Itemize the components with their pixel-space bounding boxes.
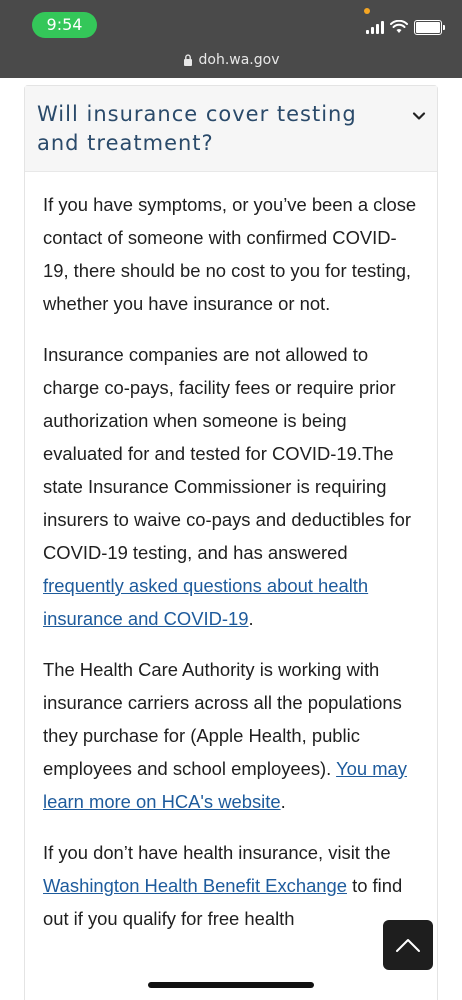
paragraph-text: If you don’t have health insurance, visit the <box>43 842 391 863</box>
accordion-body <box>25 172 437 935</box>
privacy-indicator-dot <box>364 8 370 14</box>
chevron-down-icon[interactable] <box>411 108 427 124</box>
address-bar[interactable] <box>0 48 462 72</box>
battery-icon <box>414 20 442 35</box>
faq-accordion-item <box>24 85 438 1000</box>
browser-chrome <box>0 0 462 78</box>
hca-website-link[interactable]: You may learn more on HCA's website <box>43 758 407 812</box>
chevron-up-icon <box>394 936 422 954</box>
paragraph-health-care-authority <box>43 653 419 818</box>
paragraph-end: . <box>280 791 286 812</box>
paragraph-no-cost-testing <box>43 188 419 320</box>
paragraph-end: . <box>248 608 254 629</box>
status-icons <box>366 18 442 36</box>
health-benefit-exchange-link[interactable]: Washington Health Benefit Exchange <box>43 875 347 896</box>
faq-health-insurance-link[interactable]: frequently asked questions about health insurance and COVID-19 <box>43 575 369 629</box>
url-text: doh.wa.gov <box>198 52 280 68</box>
wifi-icon <box>390 20 408 34</box>
paragraph-text: Insurance companies are not allowed to charge co-pays, facility fees or require prior authorization when someone is being evaluated for and tested for COVID-19.The state Insurance Commissioner is requiring insurers to waive co-pays and deductibles for COVID-19 testing, and has answered <box>43 344 412 563</box>
accordion-title: Will insurance cover testing and treatment? <box>37 102 357 155</box>
back-to-top-button[interactable] <box>383 920 433 970</box>
paragraph-text: If you have symptoms, or you’ve been a close contact of someone with confirmed COVID-19, there should be no cost to you for testing, whether you have insurance or not. <box>43 194 417 314</box>
cellular-signal-icon <box>366 20 384 34</box>
accordion-header[interactable] <box>25 86 437 172</box>
home-indicator[interactable] <box>148 982 314 988</box>
paragraph-text: The Health Care Authority is working with insurance carriers across all the populations they purchase for (Apple Health, public employees and school employees). <box>43 659 402 779</box>
paragraph-insurance-companies <box>43 338 419 635</box>
paragraph-end: to find out if you qualify for free health <box>43 875 403 929</box>
paragraph-no-insurance <box>43 836 419 935</box>
lock-icon <box>183 54 193 66</box>
status-time: 9:54 <box>32 12 97 38</box>
